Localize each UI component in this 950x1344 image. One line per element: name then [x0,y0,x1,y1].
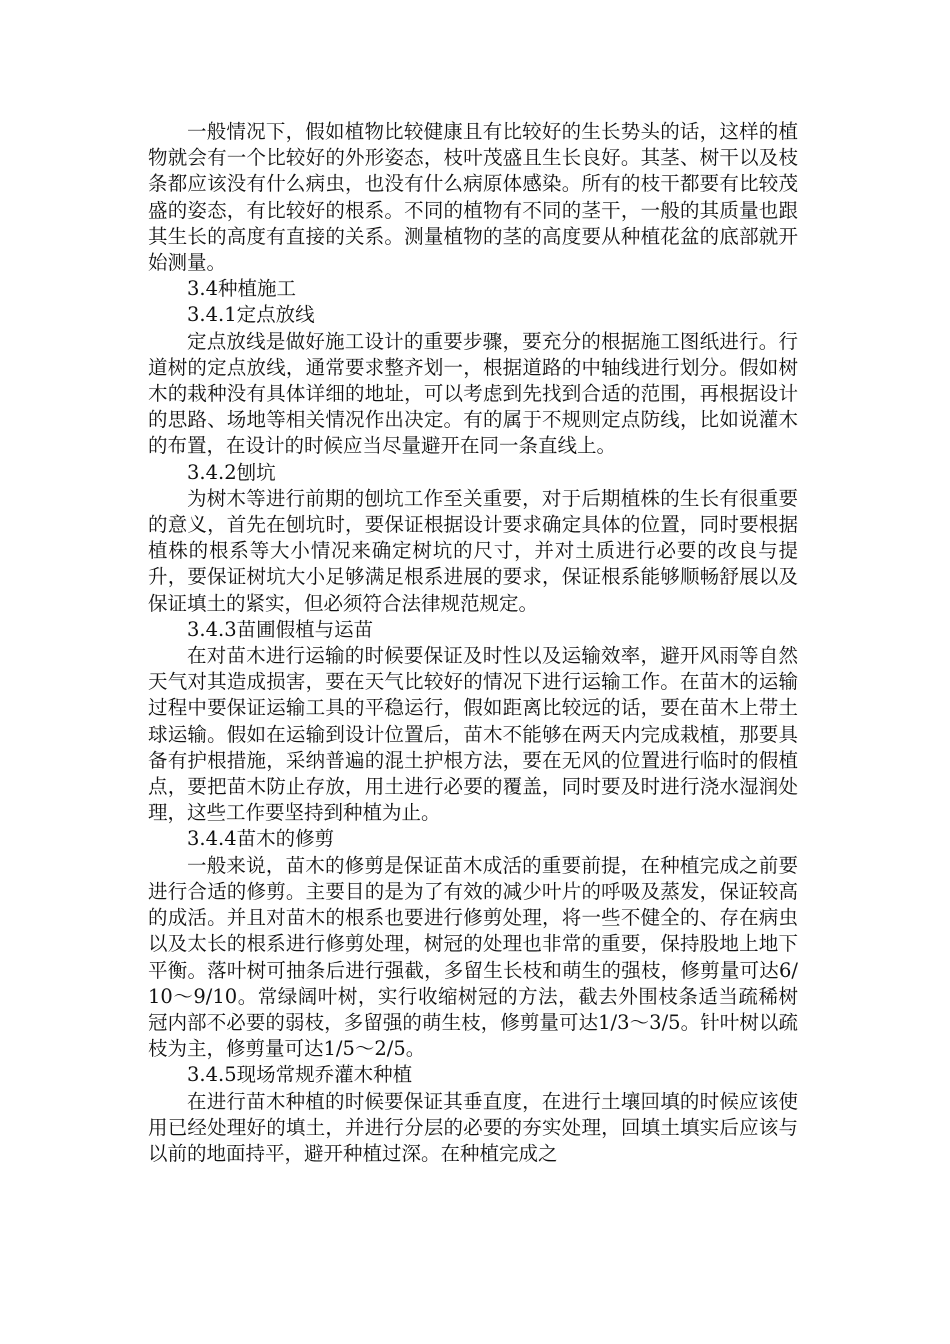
paragraph-plant-health: 一般情况下，假如植物比较健康且有比较好的生长势头的话，这样的植物就会有一个比较好的外形姿态，枝叶茂盛且生长良好。其茎、树干以及枝条都应该没有什么病虫，也没有什么病原体感染。所有的枝干都要有比较茂盛的姿态，有比较好的根系。不同的植物有不同的茎干，一般的其质量也跟其生长的高度有直接的关系。测量植物的茎的高度要从种植花盆的底部就开始测量。 [148,120,798,275]
subsection-heading-tree-planting: 3.4.5现场常规乔灌木种植 [187,1063,413,1087]
document-body [148,119,798,1167]
paragraph-tree-planting: 在进行苗木种植的时候要保证其垂直度，在进行土壤回填的时候应该使用已经处理好的填土，并进行分层的必要的夯实处理，回填土填实后应该与以前的地面持平，避开种植过深。在种植完成之 [148,1089,798,1165]
subsection-heading-pit-digging: 3.4.2刨坑 [187,460,276,484]
paragraph-staking-out: 定点放线是做好施工设计的重要步骤，要充分的根据施工图纸进行。行道树的定点放线，通常要求整齐划一，根据道路的中轴线进行划分。假如树木的栽种没有具体详细的地址，可以考虑到先找到合适的范围，再根据设计的思路、场地等相关情况作出决定。有的属于不规则定点防线，比如说灌木的布置，在设计的时候应当尽量避开在同一条直线上。 [148,329,798,458]
paragraph-nursery-transport: 在对苗木进行运输的时候要保证及时性以及运输效率，避开风雨等自然天气对其造成损害，要在天气比较好的情况下进行运输工作。在苗木的运输过程中要保证运输工具的平稳运行，假如距离比较远的话，要在苗木上带土球运输。假如在运输到设计位置后，苗木不能够在两天内完成栽植，那要具备有护根措施，采纳普遍的混土护根方法，要在无风的位置进行临时的假植点，要把苗木防止存放，用土进行必要的覆盖，同时要及时进行浇水湿润处理，这些工作要坚持到种植为止。 [148,644,798,825]
section-heading-planting-construction: 3.4种植施工 [187,277,297,301]
subsection-heading-pruning: 3.4.4苗木的修剪 [187,827,335,851]
paragraph-pit-digging: 为树木等进行前期的刨坑工作至关重要，对于后期植株的生长有很重要的意义，首先在刨坑时，要保证根据设计要求确定具体的位置，同时要根据植株的根系等大小情况来确定树坑的尺寸，并对土质进行必要的改良与提升，要保证树坑大小足够满足根系进展的要求，保证根系能够顺畅舒展以及保证填土的紧实，但必须符合法律规范规定。 [148,486,798,615]
paragraph-pruning: 一般来说，苗木的修剪是保证苗木成活的重要前提，在种植完成之前要进行合适的修剪。主要目的是为了有效的减少叶片的呼吸及蒸发，保证较高的成活。并且对苗木的根系也要进行修剪处理，将一些不健全的、存在病虫以及太长的根系进行修剪处理，树冠的处理也非常的重要，保持股地上地下平衡。落叶树可抽条后进行强截，多留生长枝和萌生的强枝，修剪量可达6/10～9/10。常绿阔叶树，实行收缩树冠的方法，截去外围枝条适当疏稀树冠内部不必要的弱枝，多留强的萌生枝，修剪量可达1/3～3/5。针叶树以疏枝为主，修剪量可达1/5～2/5。 [148,853,798,1061]
subsection-heading-nursery-transport: 3.4.3苗圃假植与运苗 [187,617,374,641]
subsection-heading-staking-out: 3.4.1定点放线 [187,303,315,327]
